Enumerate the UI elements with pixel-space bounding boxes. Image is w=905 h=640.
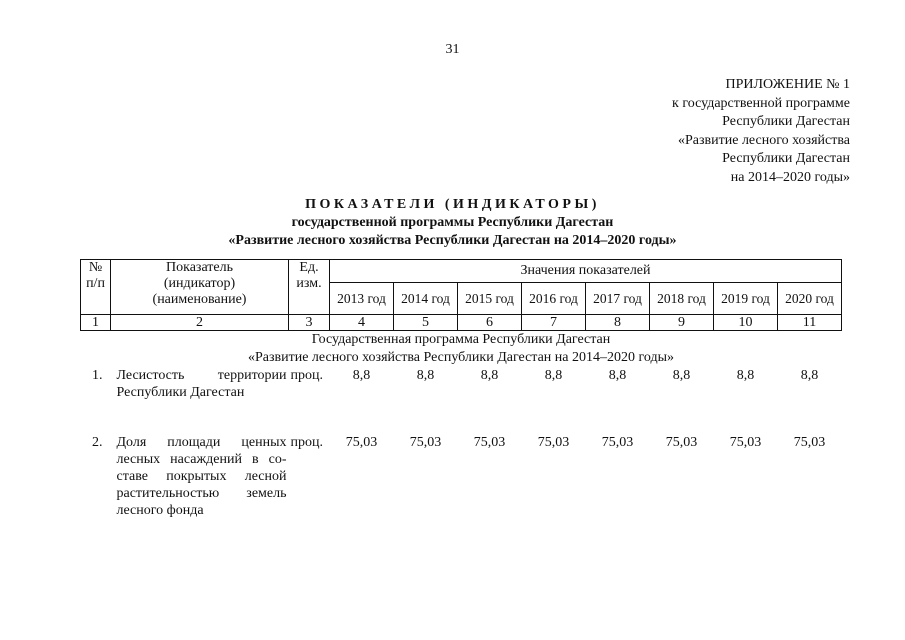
indicator-value: 8,8	[736, 368, 755, 383]
column-number: 9	[650, 315, 714, 331]
indicators-table	[80, 259, 842, 519]
indicator-name-line: Лесистость территории	[116, 368, 287, 383]
header-year: 2016 год	[522, 283, 586, 315]
header-unit-line: Ед.	[299, 260, 319, 275]
indicator-value: 8,8	[352, 368, 371, 383]
indicator-unit: проц.	[290, 368, 323, 383]
table-row	[81, 401, 842, 519]
appendix-line: ПРИЛОЖЕНИЕ № 1	[725, 77, 850, 92]
indicator-value: 75,03	[601, 435, 634, 450]
table-row	[81, 367, 842, 401]
header-num-line: №	[88, 260, 103, 275]
indicator-unit: проц.	[290, 435, 323, 450]
column-number-row	[81, 315, 842, 331]
header-year: 2014 год	[394, 283, 458, 315]
indicator-value: 8,8	[608, 368, 627, 383]
indicator-value: 8,8	[800, 368, 819, 383]
column-number: 7	[522, 315, 586, 331]
appendix-line: Республики Дагестан	[722, 151, 850, 166]
header-unit-line: изм.	[296, 276, 322, 291]
section-heading-line-2: «Развитие лесного хозяйства Республики Дагестан на 2014–2020 годы»	[247, 350, 675, 365]
header-values-group: Значения показателей	[330, 260, 842, 283]
header-year: 2017 год	[586, 283, 650, 315]
column-number: 10	[714, 315, 778, 331]
column-number: 6	[458, 315, 522, 331]
header-num	[81, 260, 111, 315]
indicator-value: 75,03	[729, 435, 762, 450]
section-heading-row	[81, 331, 842, 368]
appendix-line: «Развитие лесного хозяйства	[677, 132, 850, 148]
column-number: 1	[81, 315, 111, 331]
indicator-name	[111, 401, 289, 519]
indicator-name-line: растительностью земель	[116, 486, 287, 501]
header-name-line: Показатель	[166, 260, 233, 275]
indicator-name-line: лесного фонда	[116, 503, 204, 518]
indicator-value: 8,8	[672, 368, 691, 383]
indicator-value: 75,03	[473, 435, 506, 450]
page-number: 31	[445, 42, 460, 57]
row-number: 2.	[92, 435, 103, 450]
appendix-block	[672, 76, 850, 187]
header-year: 2018 год	[650, 283, 714, 315]
appendix-line: Республики Дагестан	[722, 114, 850, 129]
indicator-name-line: Доля площади ценных	[116, 435, 287, 450]
header-name	[111, 260, 289, 315]
indicator-value: 75,03	[345, 435, 378, 450]
column-number: 5	[394, 315, 458, 331]
header-num-line: п/п	[86, 276, 105, 291]
column-number: 3	[289, 315, 330, 331]
header-year: 2013 год	[330, 283, 394, 315]
appendix-line: на 2014–2020 годы»	[730, 169, 850, 185]
header-name-line: (наименование)	[152, 292, 247, 307]
indicator-value: 8,8	[544, 368, 563, 383]
indicator-value: 75,03	[537, 435, 570, 450]
header-year: 2015 год	[458, 283, 522, 315]
title-heading: ПОКАЗАТЕЛИ (ИНДИКАТОРЫ)	[305, 197, 600, 212]
indicator-value: 75,03	[409, 435, 442, 450]
header-unit	[289, 260, 330, 315]
indicator-name-line: Республики Дагестан	[116, 385, 245, 400]
column-number: 11	[778, 315, 842, 331]
document-title	[0, 196, 905, 250]
indicator-value: 75,03	[793, 435, 826, 450]
indicator-name-line: ставе покрытых лесной	[116, 469, 287, 484]
header-year: 2019 год	[714, 283, 778, 315]
title-line-2: государственной программы Республики Дагестан	[291, 215, 614, 230]
indicator-name	[111, 367, 289, 401]
indicator-value: 8,8	[416, 368, 435, 383]
column-number: 8	[586, 315, 650, 331]
appendix-line: к государственной программе	[672, 95, 850, 111]
header-name-line: (индикатор)	[163, 276, 236, 291]
section-heading-line-1: Государственная программа Республики Дагестан	[311, 332, 611, 347]
title-line-3: «Развитие лесного хозяйства Республики Дагестан на 2014–2020 годы»	[228, 233, 677, 248]
indicator-name-line: лесных насаждений в со-	[116, 452, 287, 467]
section-heading	[81, 331, 842, 368]
indicator-value: 75,03	[665, 435, 698, 450]
column-number: 2	[111, 315, 289, 331]
indicator-value: 8,8	[480, 368, 499, 383]
header-year: 2020 год	[778, 283, 842, 315]
row-number: 1.	[92, 368, 103, 383]
column-number: 4	[330, 315, 394, 331]
